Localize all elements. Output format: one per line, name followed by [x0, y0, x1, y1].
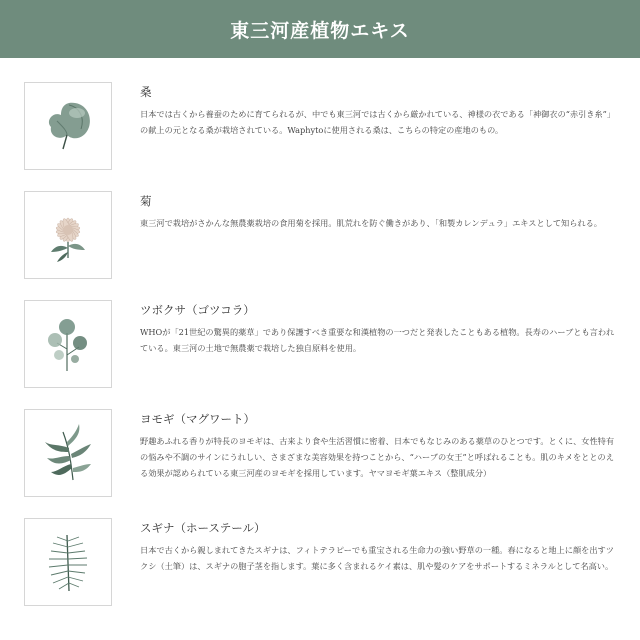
- ingredient-item-horsetail: [24, 518, 620, 606]
- ingredient-name: 桑: [140, 85, 152, 99]
- ingredient-description: WHOが「21世紀の驚異的薬草」であり保護すべき重要な和漢植物の一つだと発表したこともある植物。長寿のハーブとも言われている。東三河の土地で無農薬で栽培した独自原料を使用。: [140, 327, 615, 353]
- ingredient-name: 菊: [140, 194, 152, 208]
- ingredient-image: [24, 409, 112, 497]
- ingredient-name: スギナ（ホーステール）: [140, 521, 266, 535]
- ingredient-item-gotu-kola: [24, 300, 620, 388]
- ingredient-name: ツボクサ（ゴツコラ）: [140, 303, 255, 317]
- chrysanthemum-icon: [33, 200, 103, 270]
- mugwort-icon: [33, 418, 103, 488]
- gotu-kola-icon: [33, 309, 103, 379]
- page-header: [0, 0, 640, 58]
- ingredient-image: [24, 518, 112, 606]
- ingredient-item-mugwort: [24, 409, 620, 497]
- ingredient-item-mulberry: [24, 82, 620, 170]
- mulberry-leaf-icon: [33, 91, 103, 161]
- ingredient-image: [24, 300, 112, 388]
- ingredient-name: ヨモギ（マグワート）: [140, 412, 255, 426]
- ingredient-description: 日本では古くから養蚕のために育てられるが、中でも東三河では古くから厳かれている、神様の衣である「神御衣の“赤引き糸”」の献上の元となる桑が栽培されている。Waphytoに使用される桑は、こちらの特定の産地のもの。: [140, 109, 616, 135]
- page-title: 東三河産植物エキス: [230, 19, 410, 42]
- ingredient-description: 日本で古くから親しまれてきたスギナは、フィトテラピーでも重宝される生命力の強い野草の一種。春になると地上に顔を出すツクシ（土筆）は、スギナの胞子茎を指します。葉に多く含まれるケイ素は、肌や髪のケアをサポートするミネラルとして名高い。: [140, 545, 614, 571]
- horsetail-icon: [33, 527, 103, 597]
- ingredient-image: [24, 82, 112, 170]
- ingredient-description: 野趣あふれる香りが特長のヨモギは、古来より食や生活習慣に密着、日本でもなじみのある薬草のひとつです。とくに、女性特有の悩みや不調のサインにうれしい、さまざまな美容効果を持つことから、“ハーブの女王”と呼ばれることも。肌のキメをととのえる効果が認められている東三河産のヨモギを採用しています。ヤマヨモギ葉エキス（整肌成分）: [140, 436, 615, 478]
- ingredient-image: [24, 191, 112, 279]
- ingredient-item-chrysanthemum: [24, 191, 620, 279]
- ingredient-description: 東三河で栽培がさかんな無農薬栽培の食用菊を採用。肌荒れを防ぐ働きがあり、「和製カレンデュラ」エキスとして知られる。: [140, 218, 602, 228]
